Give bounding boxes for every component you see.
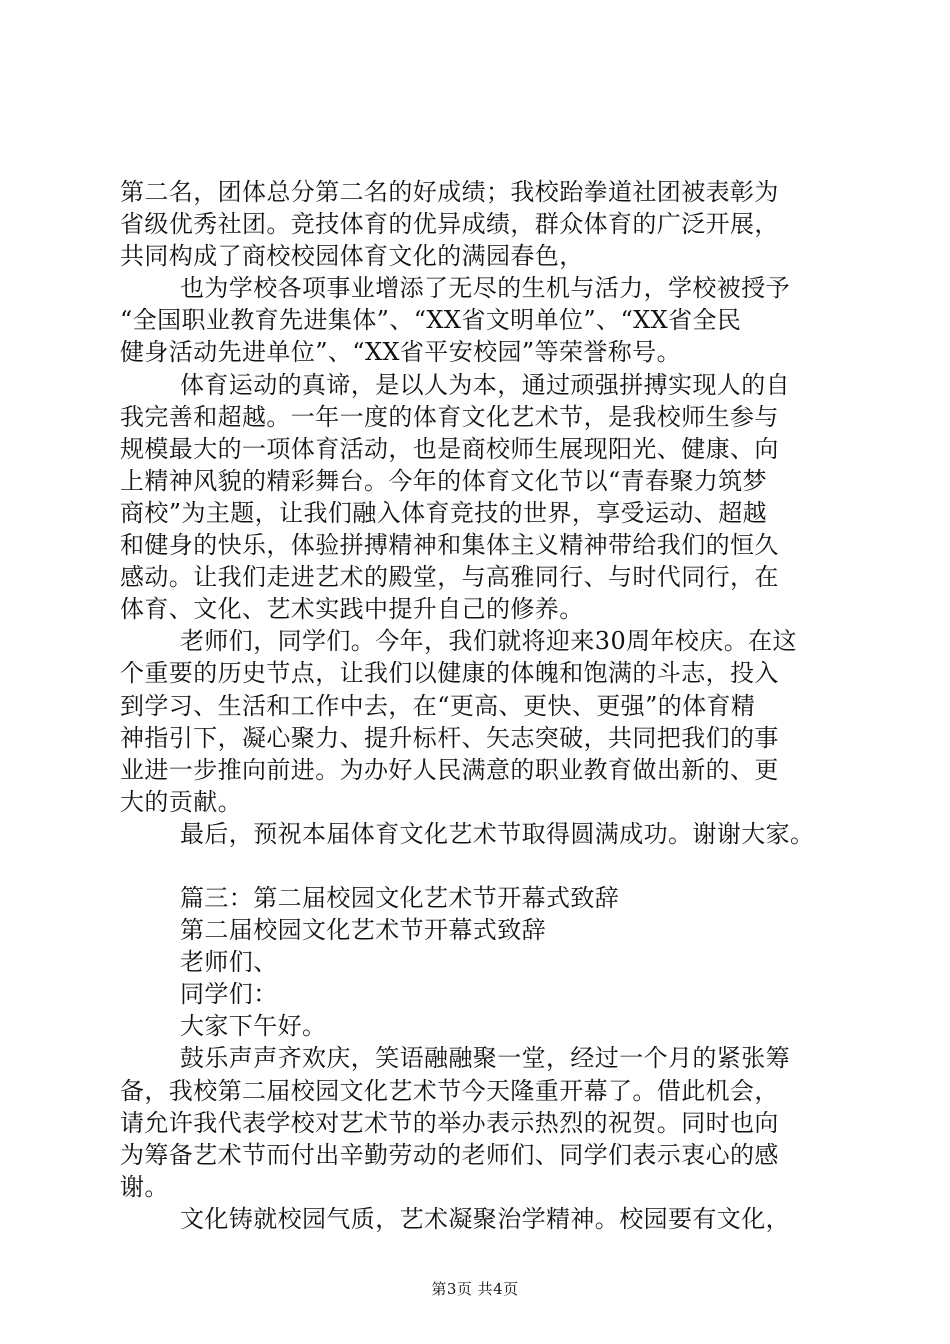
text-line: 我完善和超越。一年一度的体育文化艺术节，是我校师生参与 (120, 402, 779, 431)
text-line: 鼓乐声声齐欢庆，笑语融融聚一堂，经过一个月的紧张筹 (180, 1044, 790, 1073)
text-line: 神指引下，凝心聚力、提升标杆、矢志突破，共同把我们的事 (120, 723, 779, 752)
greeting-line: 大家下午好。 (180, 1012, 327, 1041)
text-line: 感动。让我们走进艺术的殿堂，与高雅同行、与时代同行，在 (120, 563, 779, 592)
text-line: 省级优秀社团。竞技体育的优异成绩，群众体育的广泛开展， (120, 210, 779, 239)
salutation-line: 同学们： (180, 980, 278, 1009)
text-line: 健身活动先进单位”、“XX省平安校园”等荣誉称号。 (120, 338, 681, 367)
section-heading: 篇三：第二届校园文化艺术节开幕式致辞 (180, 883, 620, 912)
text-line: 第二名，团体总分第二名的好成绩；我校跆拳道社团被表彰为 (120, 178, 779, 206)
text-line: 也为学校各项事业增添了无尽的生机与活力，学校被授予 (180, 274, 790, 303)
document-body (120, 176, 840, 1235)
text-line: 共同构成了商校校园体育文化的满园春色， (120, 242, 584, 271)
page-footer: 第3页 共4页 (431, 1280, 519, 1298)
text-line: 上精神风貌的精彩舞台。今年的体育文化节以“青春聚力筑梦 (120, 466, 768, 495)
text-line: 老师们，同学们。今年，我们就将迎来30周年校庆。在这 (180, 627, 797, 656)
text-line: 个重要的历史节点，让我们以健康的体魄和饱满的斗志，投入 (120, 659, 779, 688)
text-line: 备，我校第二届校园文化艺术节今天隆重开幕了。借此机会， (120, 1076, 779, 1105)
text-line: 业进一步推向前进。为办好人民满意的职业教育做出新的、更 (120, 755, 779, 784)
text-line: 规模最大的一项体育活动，也是商校师生展现阳光、健康、向 (120, 434, 779, 463)
text-line: 体育、文化、艺术实践中提升自己的修养。 (120, 595, 584, 624)
text-line: 最后，预祝本届体育文化艺术节取得圆满成功。谢谢大家。 (180, 819, 815, 848)
text-line: 大的贡献。 (120, 787, 242, 816)
text-line: 和健身的快乐，体验拼搏精神和集体主义精神带给我们的恒久 (120, 531, 779, 560)
text-line: 体育运动的真谛，是以人为本，通过顽强拼搏实现人的自 (180, 370, 790, 399)
text-line: 商校”为主题，让我们融入体育竞技的世界，享受运动、超越 (120, 498, 768, 527)
text-line: 请允许我代表学校对艺术节的举办表示热烈的祝贺。同时也向 (120, 1108, 779, 1137)
text-line: 到学习、生活和工作中去，在“更高、更快、更强”的体育精 (120, 691, 756, 720)
text-line: 谢。 (120, 1172, 169, 1201)
salutation-line: 老师们、 (180, 948, 278, 977)
paragraph-gap (120, 850, 840, 882)
text-line: 为筹备艺术节而付出辛勤劳动的老师们、同学们表示衷心的感 (120, 1140, 779, 1169)
text-line: “全国职业教育先进集体”、“XX省文明单位”、“XX省全民 (120, 306, 742, 335)
text-line: 文化铸就校园气质，艺术凝聚治学精神。校园要有文化， (180, 1204, 790, 1233)
speech-title: 第二届校园文化艺术节开幕式致辞 (180, 916, 546, 945)
